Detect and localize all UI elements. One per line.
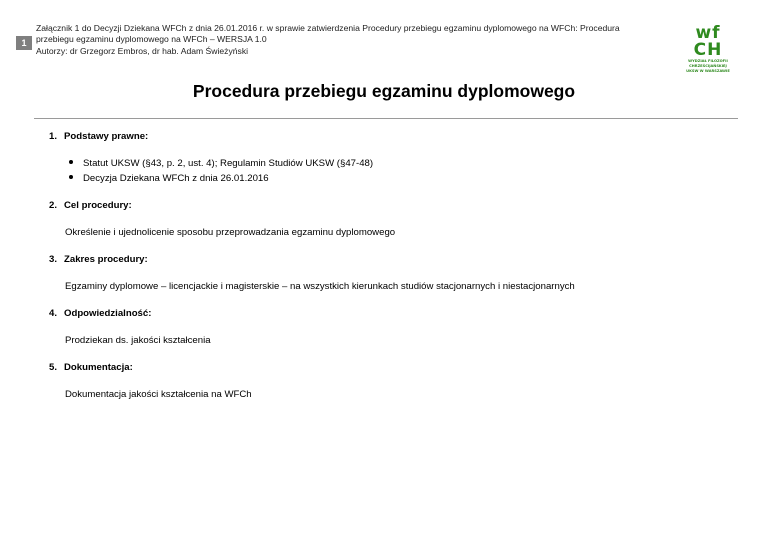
section-4-number: 4. [49, 308, 58, 319]
list-item-text: Statut UKSW (§43, p. 2, ust. 4); Regulamin Studiów UKSW (§47-48) [83, 158, 374, 169]
section-3-title: Zakres procedury: [64, 254, 148, 265]
title-divider [34, 118, 738, 119]
header-line-1: Załącznik 1 do Decyzji Dziekana WFCh z dnia 26.01.2016 r. w sprawie zatwierdzenia Procedury przebiegu egzaminu dyplomowego na WFCh: Procedura [36, 23, 620, 33]
bullet-icon [69, 175, 73, 179]
logo-caption-1: WYDZIAŁ FILOZOFII [688, 59, 728, 63]
bullet-icon [69, 160, 73, 164]
list-item-text: Decyzja Dziekana WFCh z dnia 26.01.2016 [83, 173, 269, 184]
logo-wf: wf [695, 23, 721, 43]
section-3-heading [49, 254, 148, 265]
section-3-text: Egzaminy dyplomowe – licencjackie i magisterskie – na wszystkich kierunkach studiów stacjonarnych i niestacjonarnych [65, 281, 575, 292]
section-4-text: Prodziekan ds. jakości kształcenia [65, 335, 211, 346]
section-2-title: Cel procedury: [64, 200, 132, 211]
section-5-text: Dokumentacja jakości kształcenia na WFCh [65, 389, 252, 400]
header-line-3: Autorzy: dr Grzegorz Embros, dr hab. Adam Świeżyński [36, 45, 249, 56]
section-5-title: Dokumentacja: [64, 362, 133, 373]
document-header [36, 23, 646, 57]
section-1-number: 1. [49, 131, 58, 142]
section-5-number: 5. [49, 362, 58, 373]
section-1-heading [49, 131, 148, 142]
page-number-badge: 1 [16, 36, 32, 50]
logo-caption-3: UKSW W WARSZAWIE [686, 69, 730, 73]
section-4-heading [49, 308, 151, 319]
wfch-logo [683, 22, 733, 74]
section-5-heading [49, 362, 133, 373]
section-1-title: Podstawy prawne: [64, 131, 149, 142]
section-2-heading [49, 200, 132, 211]
section-4-title: Odpowiedzialność: [64, 308, 152, 319]
section-2-text: Określenie i ujednolicenie sposobu przeprowadzania egzaminu dyplomowego [65, 227, 396, 238]
logo-caption-2: CHRZEŚCIJAŃSKIEJ [689, 64, 727, 68]
logo-ch: CH [693, 40, 723, 60]
list-item [69, 173, 269, 184]
section-2-number: 2. [49, 200, 58, 211]
document-title: Procedura przebiegu egzaminu dyplomowego [192, 81, 576, 101]
section-3-number: 3. [49, 254, 58, 265]
list-item [69, 158, 373, 169]
header-line-2: przebiegu egzaminu dyplomowego na WFCh – WERSJA 1.0 [36, 34, 267, 45]
